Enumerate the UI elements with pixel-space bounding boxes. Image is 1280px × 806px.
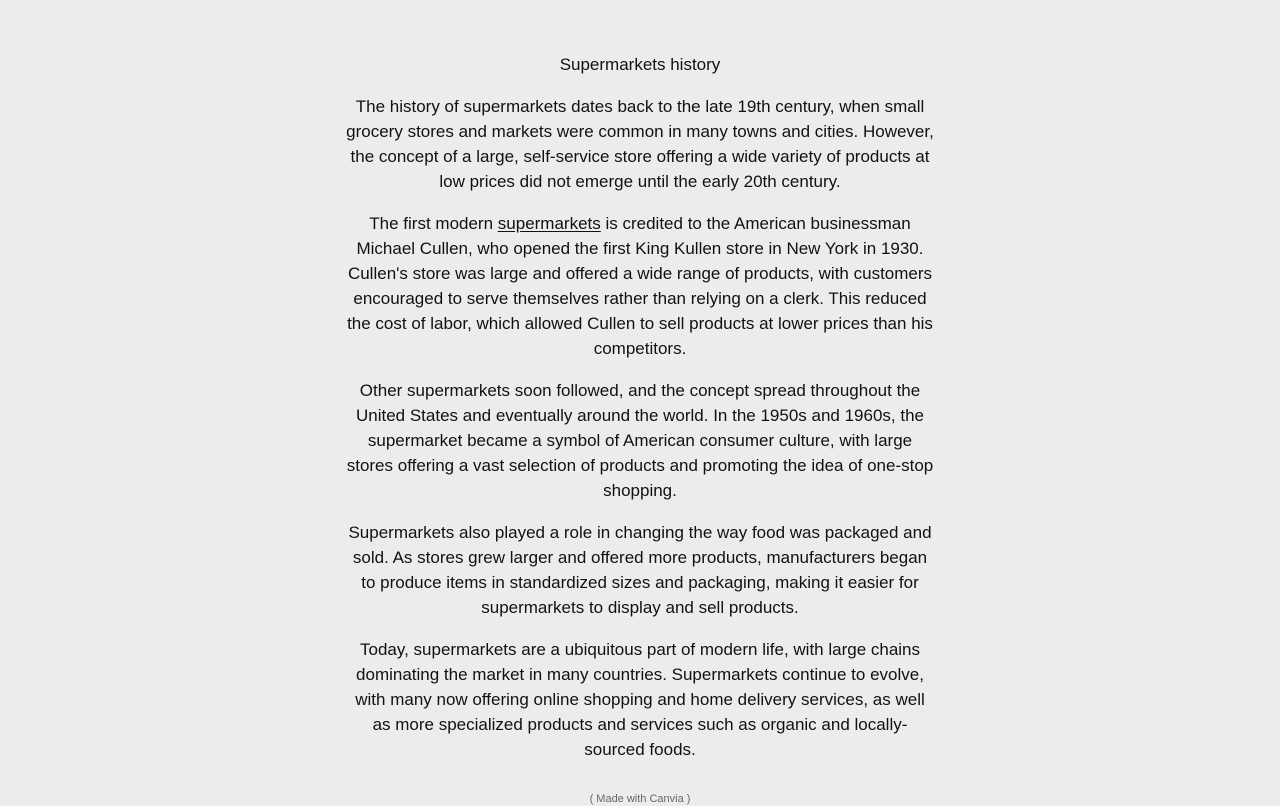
- paragraph-4: Supermarkets also played a role in changing the way food was packaged and sold. As stores grew larger and offered more products, manufacturers began to produce items in standardized sizes and packaging, making it easier for supermarkets to display and sell products.: [348, 523, 932, 617]
- article: [346, 52, 934, 779]
- footer-note: ( Made with Canvia ): [589, 793, 691, 805]
- paragraph-2-text-after: is credited to the American businessman Michael Cullen, who opened the first King Kullen store in New York in 1930. Cullen's store was large and offered a wide range of products, with customers encouraged to serve themselves rather than relying on a clerk. This reduced the cost of labor, which allowed Cullen to sell products at lower prices than his competitors.: [347, 214, 933, 358]
- page-title: Supermarkets history: [559, 55, 721, 74]
- supermarkets-link[interactable]: supermarkets: [497, 214, 601, 233]
- paragraph-2: [346, 211, 934, 361]
- paragraph-3: Other supermarkets soon followed, and the concept spread throughout the United States and eventually around the world. In the 1950s and 1960s, the supermarket became a symbol of American consumer culture, with large stores offering a vast selection of products and promoting the idea of one-stop shopping.: [346, 381, 934, 500]
- paragraph-1: The history of supermarkets dates back to the late 19th century, when small grocery stores and markets were common in many towns and cities. However, the concept of a large, self-service store offering a wide variety of products at low prices did not emerge until the early 20th century.: [346, 97, 934, 191]
- paragraph-5: Today, supermarkets are a ubiquitous part of modern life, with large chains dominating the market in many countries. Supermarkets continue to evolve, with many now offering online shopping and home delivery services, as well as more specialized products and services such as organic and locally-sourced foods.: [355, 640, 925, 759]
- paragraph-2-text-before: The first modern: [369, 214, 498, 233]
